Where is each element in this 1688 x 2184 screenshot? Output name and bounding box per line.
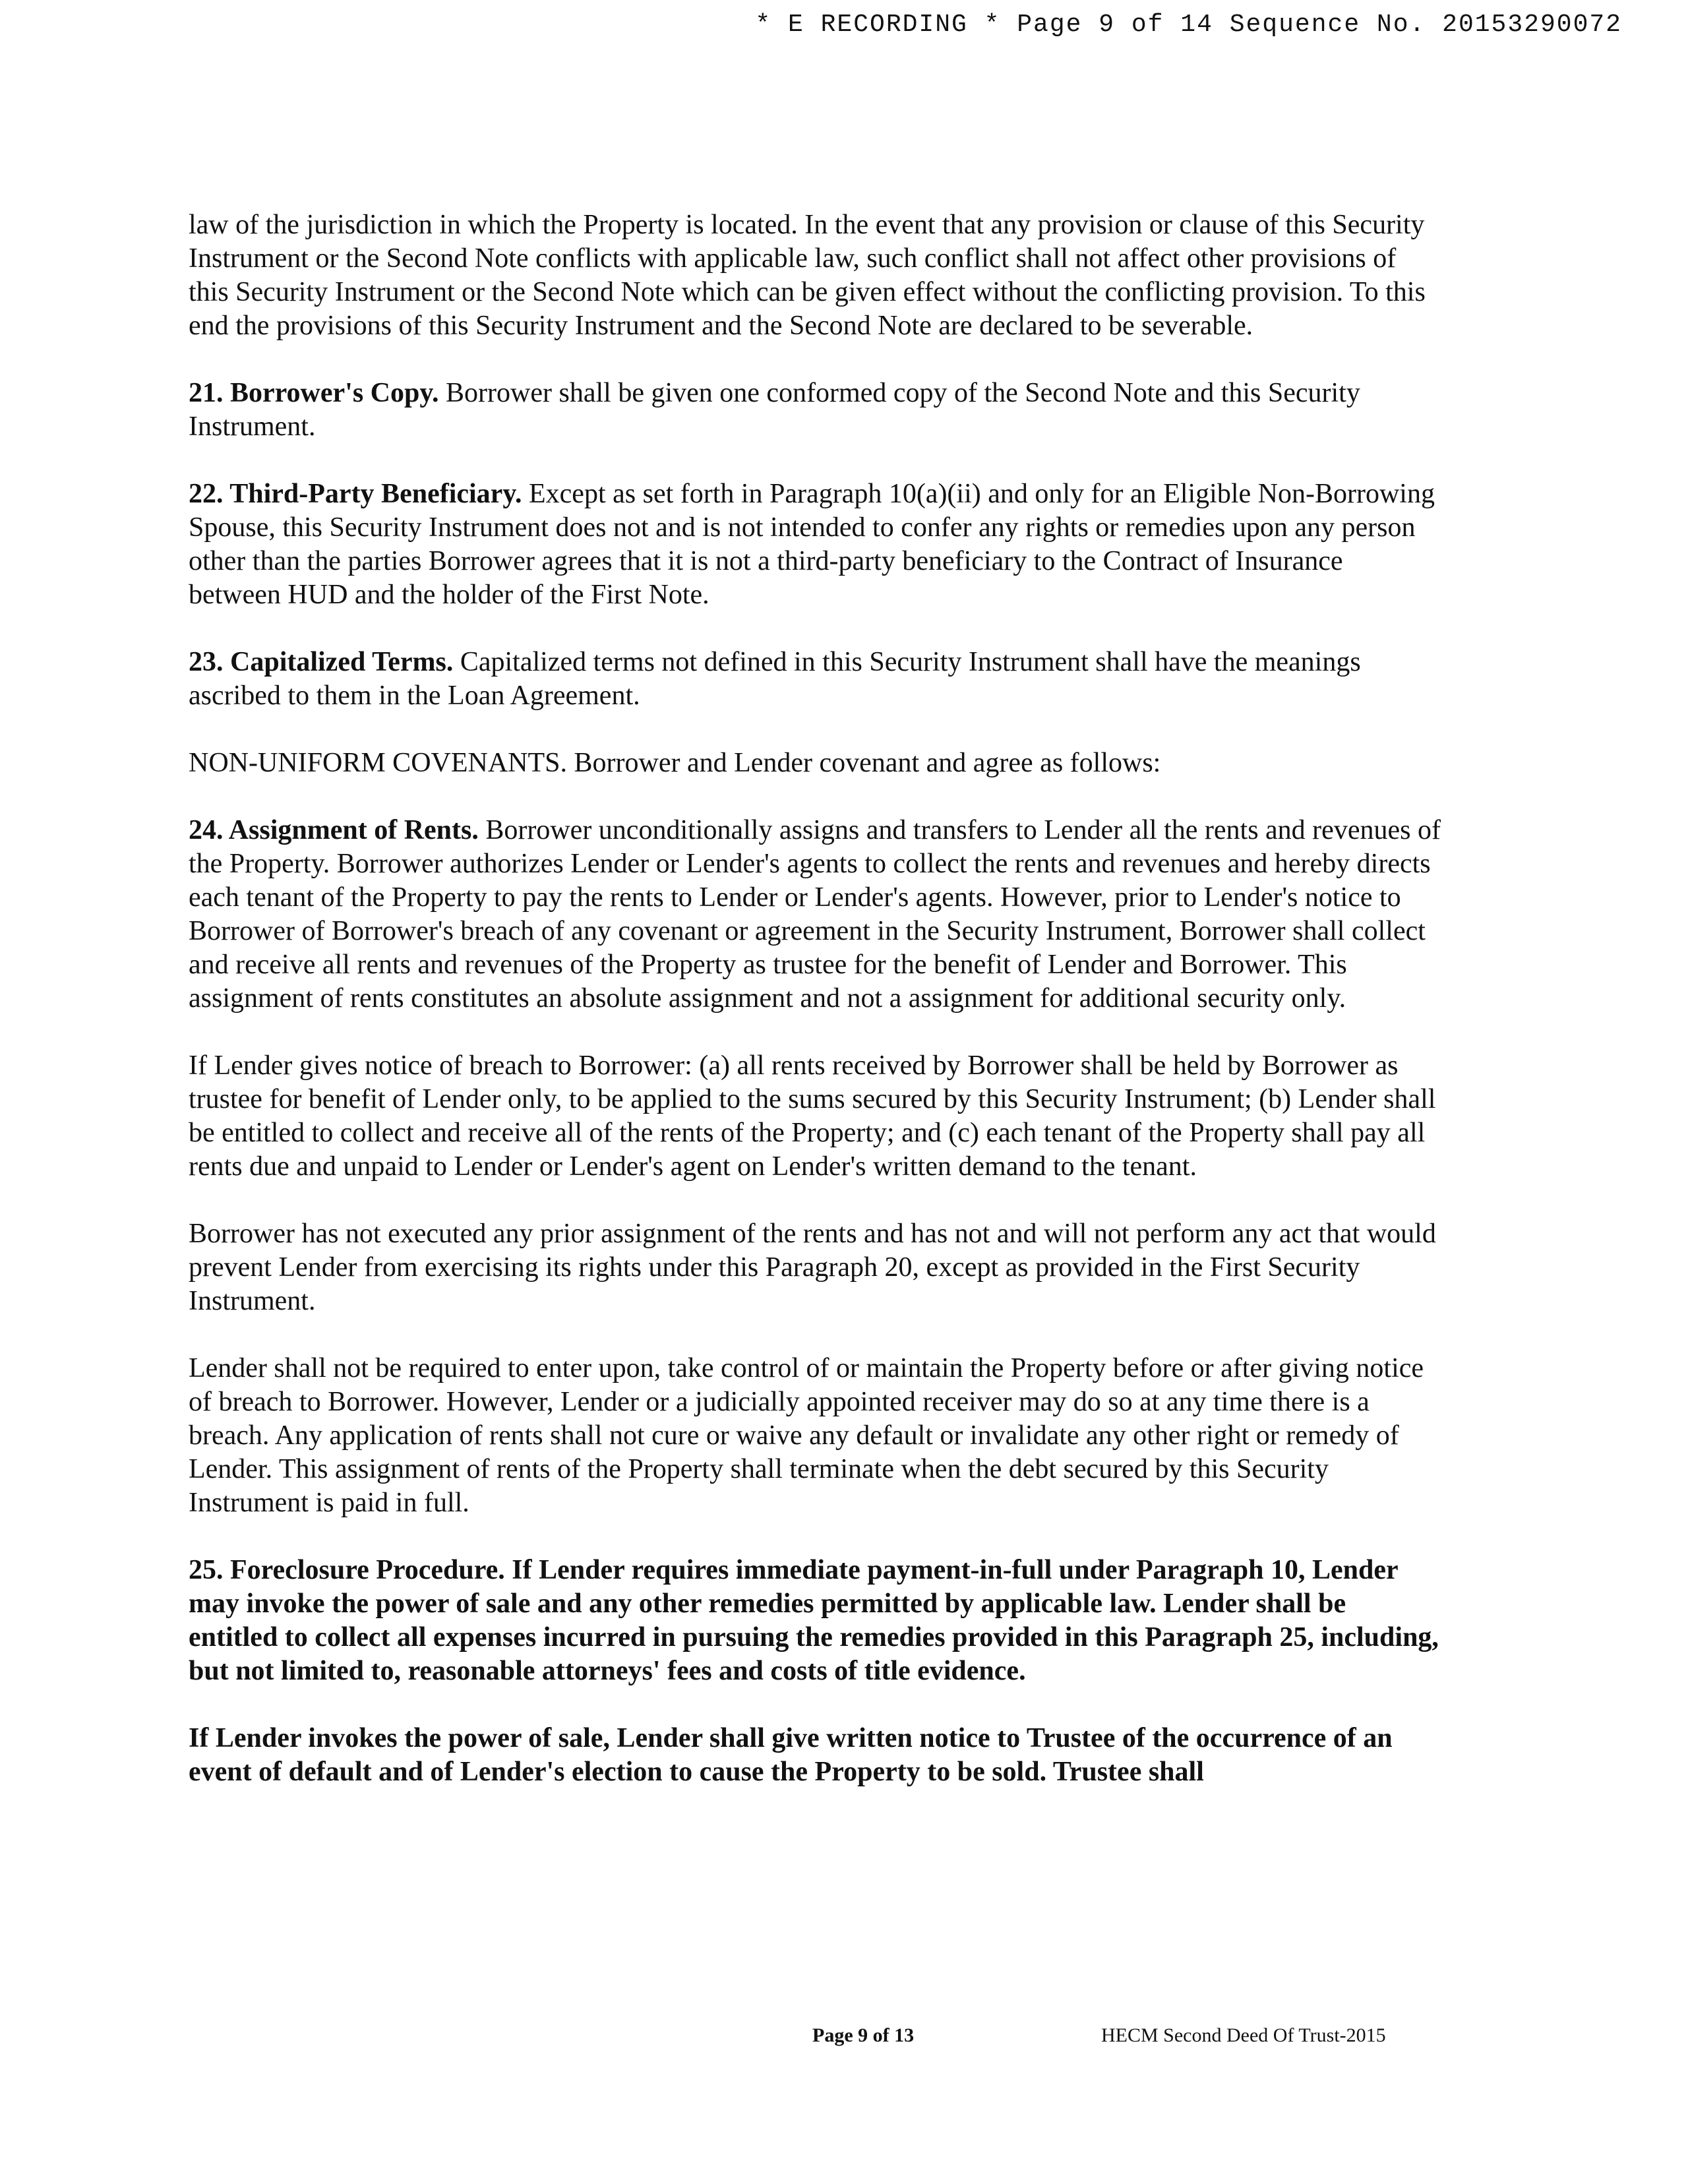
recording-stamp: * E RECORDING * Page 9 of 14 Sequence No. 20153290072 <box>755 11 1622 39</box>
document-body <box>189 208 1441 1823</box>
paragraph-notice-of-breach <box>189 1049 1441 1184</box>
paragraph-heading: 23. Capitalized Terms. <box>189 647 454 677</box>
paragraph-text: NON-UNIFORM COVENANTS. Borrower and Lender covenant and agree as follows: <box>189 748 1161 778</box>
paragraph-text: law of the jurisdiction in which the Property is located. In the event that any provision or clause of this Security Instrument or the Second Note conflicts with applicable law, such conflict shall not affect other provisions of this Security Instrument or the Second Note which can be given effect without the conflicting provision. To this end the provisions of this Security Instrument and the Second Note are declared to be severable. <box>189 210 1426 341</box>
paragraph-text: Capitalized terms not defined in this Security Instrument shall have the meanings ascribed to them in the Loan Agreement. <box>189 647 1361 711</box>
paragraph-text: Except as set forth in Paragraph 10(a)(ii) and only for an Eligible Non-Borrowing Spouse, this Security Instrument does not and is not intended to confer any rights or remedies upon any person other than the parties Borrower agrees that it is not a third-party beneficiary to the Contract of Insurance between HUD and the holder of the First Note. <box>189 479 1435 610</box>
paragraph-23-capitalized-terms <box>189 646 1441 713</box>
paragraph-text: Borrower unconditionally assigns and transfers to Lender all the rents and revenues of the Property. Borrower authorizes Lender or Lender's agents to collect the rents and revenues and hereby directs each tenant of the Property to pay the rents to Lender or Lender's agents. However, prior to Lender's notice to Borrower of Borrower's breach of any covenant or agreement in the Security Instrument, Borrower shall collect and receive all rents and revenues of the Property as trustee for the benefit of Lender and Borrower. This assignment of rents constitutes an absolute assignment and not a assignment for additional security only. <box>189 815 1441 1014</box>
paragraph-heading: 21. Borrower's Copy. <box>189 378 439 408</box>
paragraph-severability <box>189 208 1441 343</box>
paragraph-25-foreclosure-procedure: 25. Foreclosure Procedure. If Lender requires immediate payment-in-full under Paragraph 10, Lender may invoke the power of sale and any other remedies permitted by applicable law. Lender shall be entitled to collect all expenses incurred in pursuing the remedies provided in this Paragraph 25, including, but not limited to, reasonable attorneys' fees and costs of title evidence. <box>189 1555 1439 1686</box>
paragraph-heading: 24. Assignment of Rents. <box>189 815 479 845</box>
paragraph-text: Borrower shall be given one conformed copy of the Second Note and this Security Instrument. <box>189 378 1360 442</box>
paragraph-text: If Lender gives notice of breach to Borrower: (a) all rents received by Borrower shall be held by Borrower as trustee for benefit of Lender only, to be applied to the sums secured by this Security Instrument; (b) Lender shall be entitled to collect and receive all of the rents of the Property; and (c) each tenant of the Property shall pay all rents due and unpaid to Lender or Lender's agent on Lender's written demand to the tenant. <box>189 1050 1436 1182</box>
paragraph-lender-control <box>189 1352 1441 1520</box>
paragraph-text: Lender shall not be required to enter upon, take control of or maintain the Property before or after giving notice of breach to Borrower. However, Lender or a judicially appointed receiver may do so at any time there is a breach. Any application of rents shall not cure or waive any default or invalidate any other right or remedy of Lender. This assignment of rents of the Property shall terminate when the debt secured by this Security Instrument is paid in full. <box>189 1353 1424 1518</box>
footer-document-title: HECM Second Deed Of Trust-2015 <box>1101 2024 1386 2046</box>
paragraph-text: Borrower has not executed any prior assignment of the rents and has not and will not perform any act that would prevent Lender from exercising its rights under this Paragraph 20, except as provided in the First Security Instrument. <box>189 1219 1436 1316</box>
paragraph-power-of-sale: If Lender invokes the power of sale, Lender shall give written notice to Trustee of the occurrence of an event of default and of Lender's election to cause the Property to be sold. Trustee shall <box>189 1723 1393 1787</box>
footer-page-number: Page 9 of 13 <box>812 2024 915 2046</box>
paragraph-heading: 22. Third-Party Beneficiary. <box>189 479 522 509</box>
paragraph-prior-assignment <box>189 1217 1441 1318</box>
paragraph-24-assignment-of-rents <box>189 814 1441 1016</box>
paragraph-non-uniform-covenants <box>189 746 1441 780</box>
paragraph-22-third-party-beneficiary <box>189 477 1441 612</box>
paragraph-21-borrowers-copy <box>189 377 1441 444</box>
